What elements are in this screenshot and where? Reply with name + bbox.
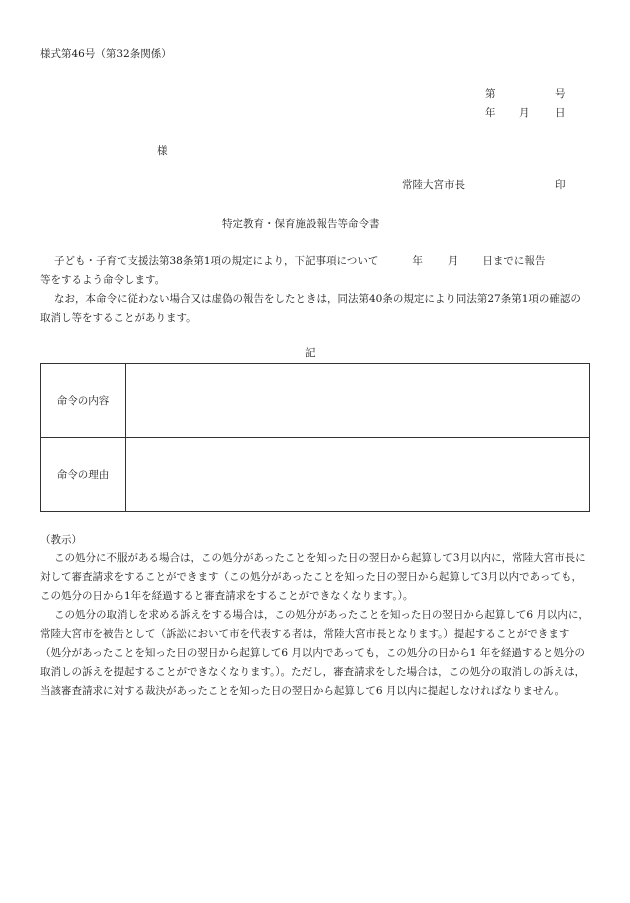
table-row (41, 364, 590, 438)
order-text-b: 日までに報告 (482, 255, 546, 267)
notice-text-2: この処分の取消しを求める訴えをする場合は，この処分があったことを知った日の翌日から起算して6 月以内に，常陸大宮市を被告として（訴訟において市を代表する者は，常陸大宮市長となります。）提起することができます（処分があったことを知った日の翌日から起算して6 月以内であっても，この処分の日から1 年を経過すると処分の取消しの訴えを提起することができなくなります。）。ただし，審査請求をした場合は，この処分の取消しの訴えは，当該審査請求に対する裁決があったことを知った日の翌日から起算して6 月以内に提起しなければなりません。 (40, 609, 589, 697)
notice-paragraph-1 (40, 549, 590, 606)
issuer-seal: 印 (555, 179, 566, 191)
order-content-value[interactable] (126, 364, 590, 438)
issuer-name: 常陸大宮市長 (402, 179, 465, 191)
date-year: 年 (485, 107, 496, 119)
addressee-suffix: 様 (157, 145, 168, 157)
order-month: 月 (447, 255, 459, 267)
notice-paragraph-2 (40, 606, 590, 701)
order-text-c: 等をするよう命令します。 (40, 274, 166, 286)
order-text-a: 子ども・子育て支援法第38条第1項の規定により，下記事項について (54, 255, 379, 267)
number-suffix: 号 (555, 88, 566, 100)
notice-heading: （教示） (40, 534, 82, 546)
warning-paragraph (40, 290, 590, 328)
order-reason-label: 命令の理由 (41, 438, 126, 512)
warning-text: なお，本命令に従わない場合又は虚偽の報告をしたときは，同法第40条の規定により同法第27条第1項の確認の取消し等をすることがあります。 (40, 293, 581, 324)
order-content-label: 命令の内容 (41, 364, 126, 438)
document-title: 特定教育・保育施設報告等命令書 (222, 218, 380, 230)
order-reason-value[interactable] (126, 438, 590, 512)
date-day: 日 (555, 107, 566, 119)
ki-label: 記 (305, 347, 316, 359)
notice-text-1: この処分に不服がある場合は，この処分があったことを知った日の翌日から起算して3月以内に，常陸大宮市長に対して審査請求をすることができます（この処分があったことを知った日の翌日から起算して3月以内であっても，この処分の日から1年を経過すると審査請求をすることができなくなります。）。 (40, 552, 586, 602)
date-month: 月 (519, 107, 530, 119)
number-prefix: 第 (485, 88, 496, 100)
form-header: 様式第46号（第32条関係） (40, 48, 172, 60)
table-row (41, 438, 590, 512)
order-year: 年 (412, 255, 423, 267)
order-paragraph (40, 252, 590, 290)
order-table (40, 363, 590, 512)
